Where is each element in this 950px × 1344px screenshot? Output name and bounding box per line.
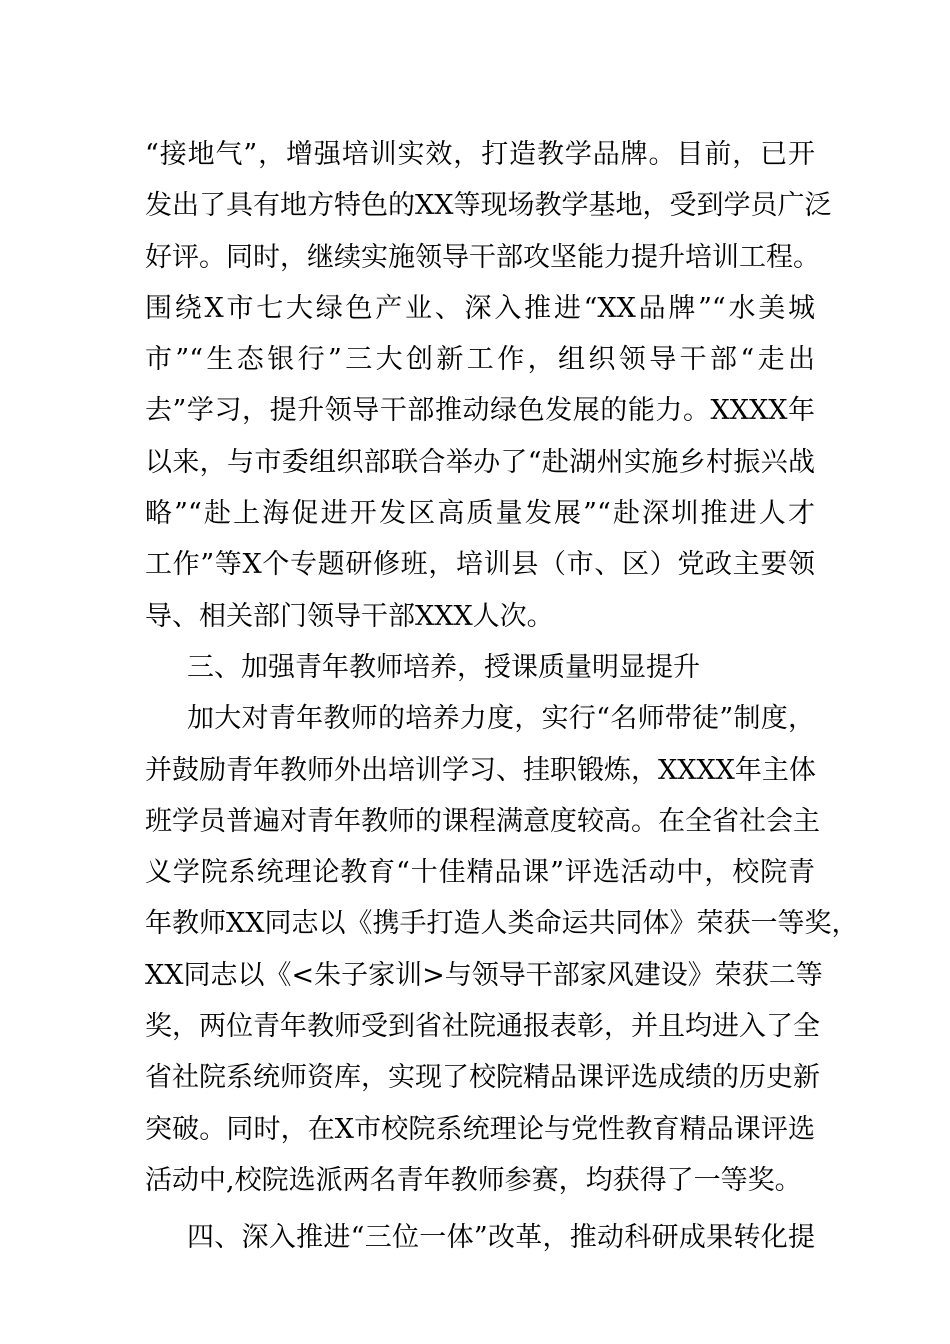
paragraph-line: 义学院系统理论教育“十佳精品课”评选活动中，校院青 (145, 857, 815, 889)
paragraph-line: 导、相关部门领导干部XXX人次。 (145, 600, 554, 632)
paragraph-line: 突破。同时，在X市校院系统理论与党性教育精品课评选 (145, 1113, 815, 1145)
paragraph-line: 并鼓励青年教师外出培训学习、挂职锻炼，XXXX年主体 (145, 754, 816, 786)
paragraph-line: XX同志以《<朱子家训>与领导干部家风建设》荣获二等 (145, 959, 823, 991)
paragraph-line: 年教师XX同志以《携手打造人类命运共同体》荣获一等奖， (145, 908, 859, 940)
paragraph-line: 加大对青年教师的培养力度，实行“名师带徒”制度， (187, 703, 815, 735)
paragraph-line: 以来，与市委组织部联合举办了“赴湖州实施乡村振兴战 (145, 446, 815, 478)
paragraph-line: 去”学习，提升领导干部推动绿色发展的能力。XXXX年 (145, 395, 815, 427)
paragraph-line: 工作”等X个专题研修班，培训县（市、区）党政主要领 (145, 549, 815, 581)
paragraph-line: 省社院系统师资库，实现了校院精品课评选成绩的历史新 (145, 1062, 820, 1094)
paragraph-line: 奖，两位青年教师受到省社院通报表彰，并且均进入了全 (145, 1011, 820, 1043)
paragraph-line: 发出了具有地方特色的XX等现场教学基地，受到学员广泛 (145, 190, 832, 222)
paragraph-line: “接地气”，增强培训实效，打造教学品牌。目前，已开 (145, 139, 815, 170)
section-heading: 四、深入推进“三位一体”改革，推动科研成果转化提 (187, 1222, 815, 1254)
paragraph-line: 活动中,校院选派两名青年教师参赛，均获得了一等奖。 (145, 1164, 802, 1196)
paragraph-line: 班学员普遍对青年教师的课程满意度较高。在全省社会主 (145, 805, 820, 837)
section-heading: 三、加强青年教师培养，授课质量明显提升 (187, 651, 700, 683)
paragraph-line: 略”“赴上海促进开发区高质量发展”“赴深圳推进人才 (145, 498, 815, 530)
paragraph-line: 好评。同时，继续实施领导干部攻坚能力提升培训工程。 (145, 241, 820, 273)
paragraph-line: 围绕X市七大绿色产业、深入推进“XX品牌”“水美城 (145, 292, 815, 324)
body-text (145, 129, 859, 1264)
paragraph-line: 市”“生态银行”三大创新工作，组织领导干部“走出 (145, 344, 815, 376)
